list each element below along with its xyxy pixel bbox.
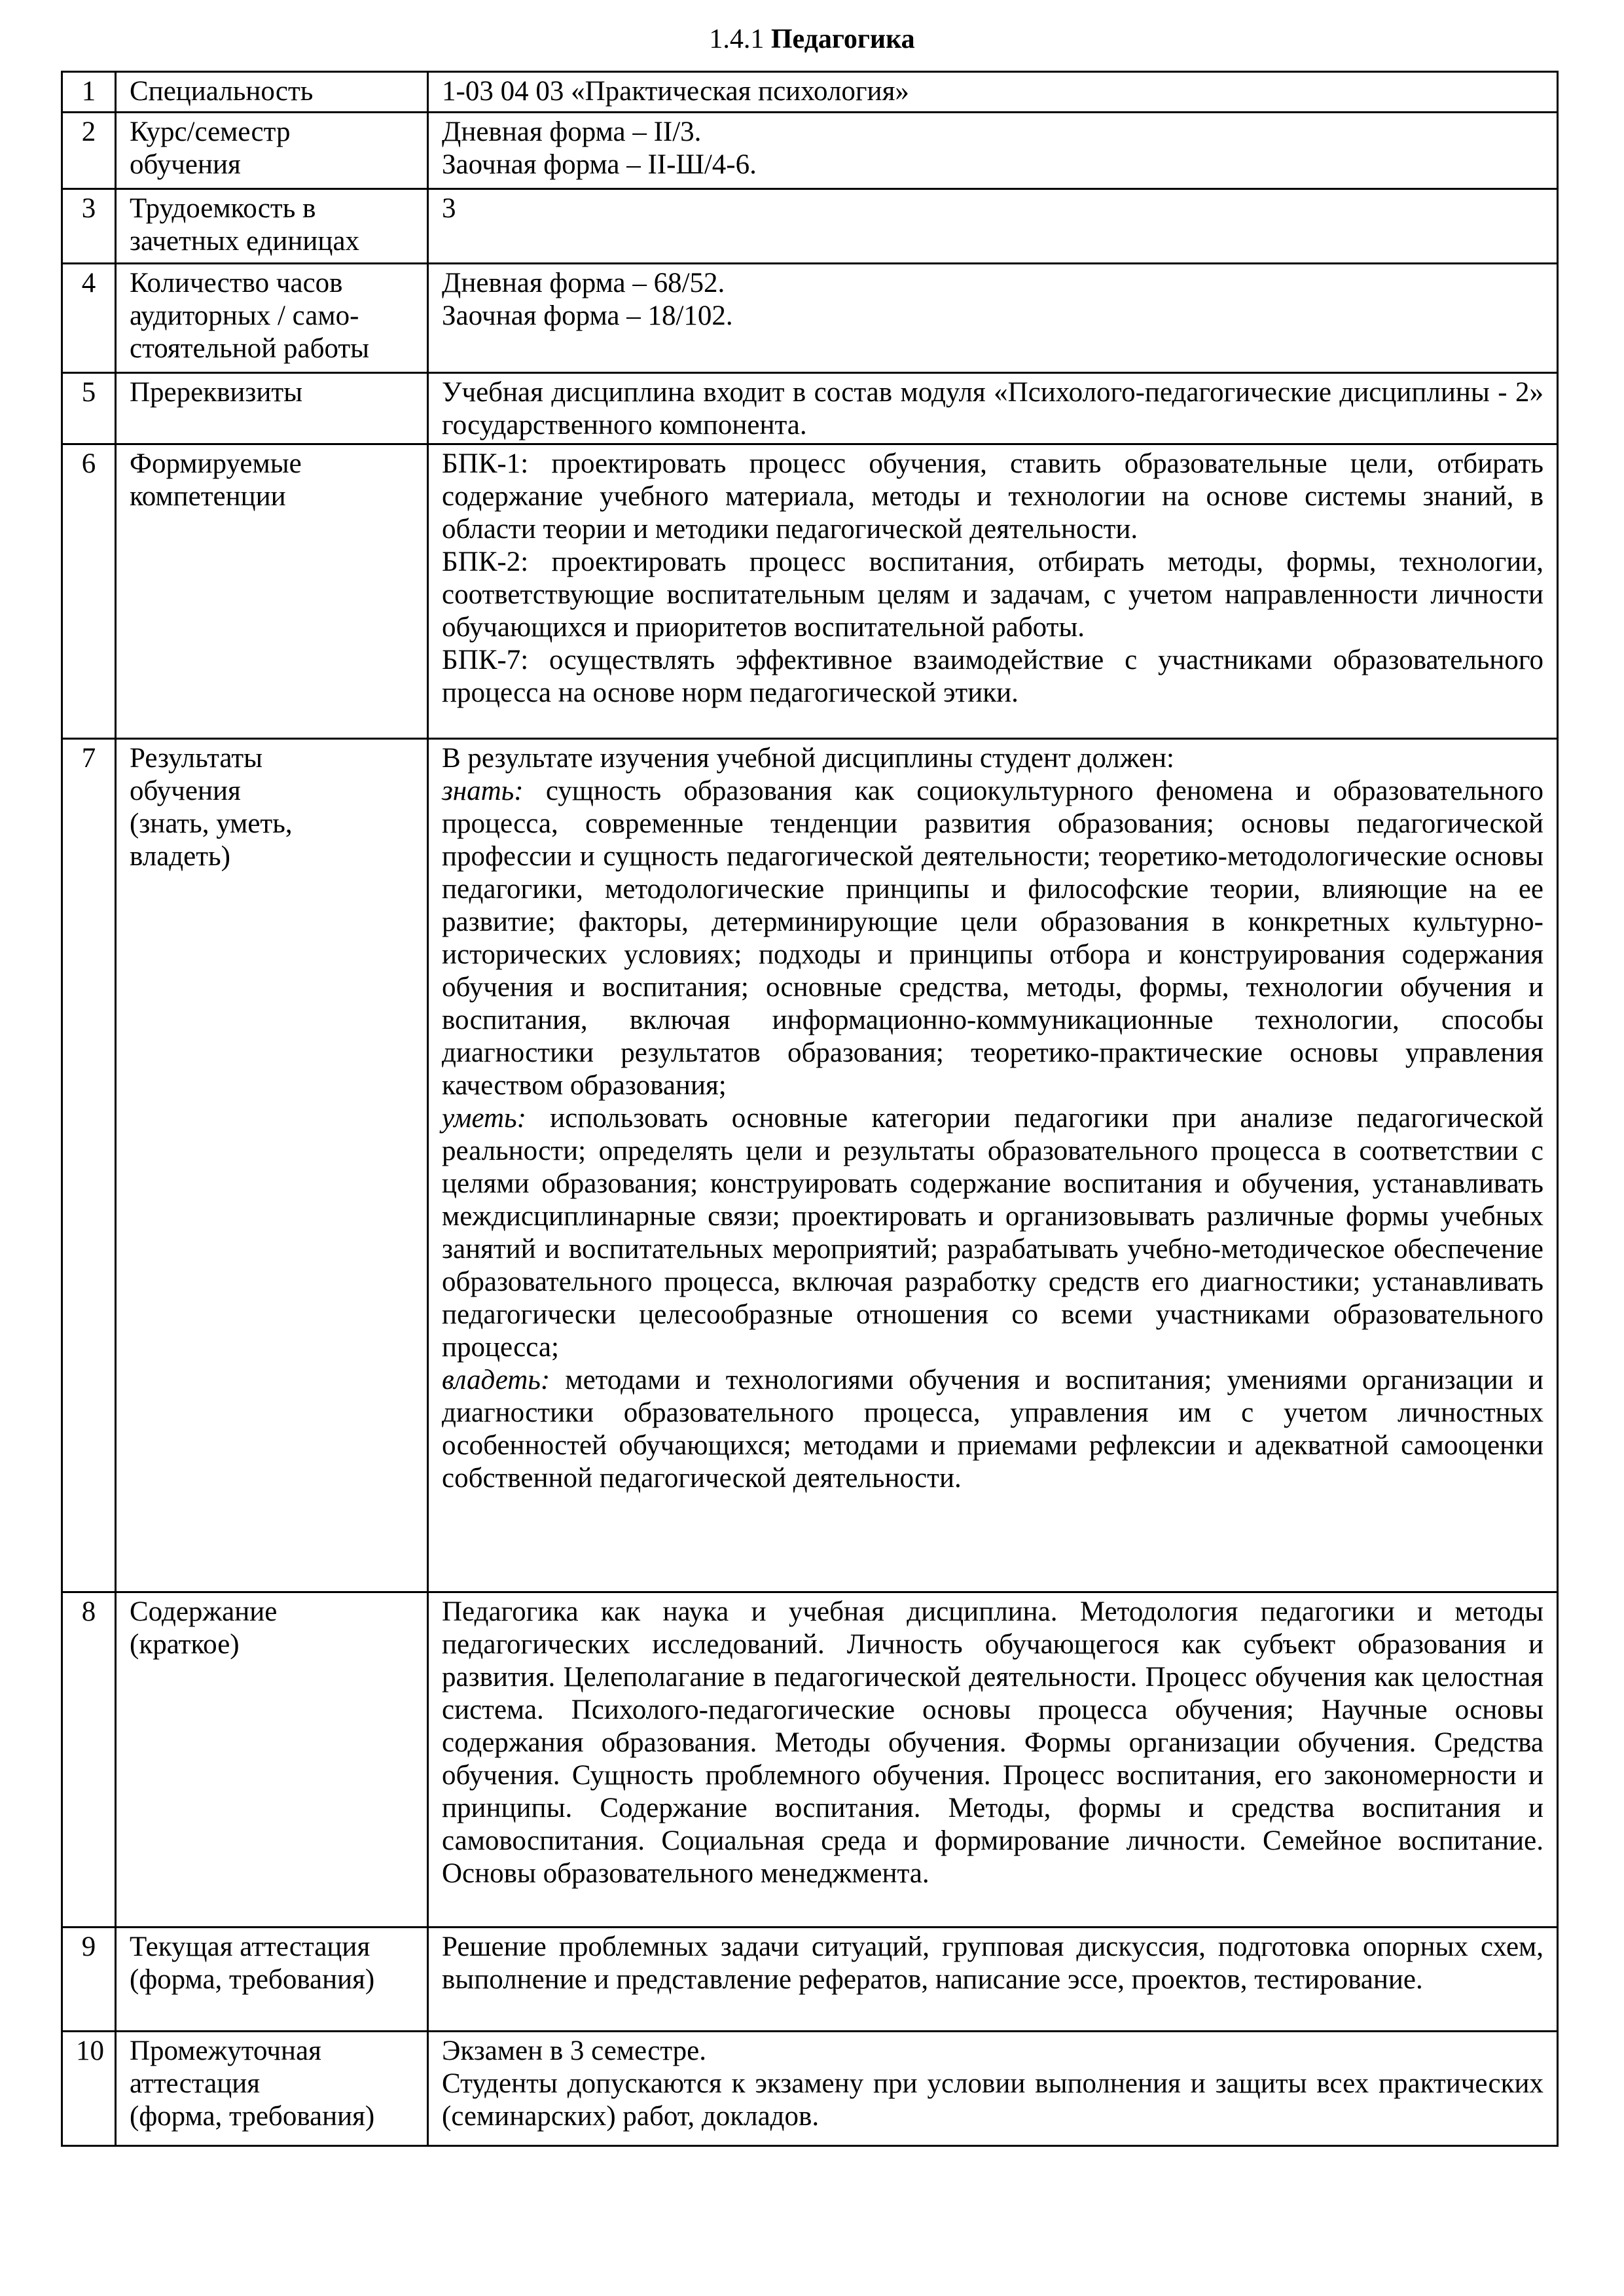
row-value-line: Студенты допускаются к экзамену при условии выполнения и защиты всех практических (семинарских) работ, докладов. <box>442 2068 1543 2132</box>
row-value-line: 3 <box>442 193 456 224</box>
row-number: 9 <box>62 1928 116 2032</box>
row-label-line: зачетных единицах <box>130 226 360 257</box>
results-can <box>442 1102 1543 1364</box>
keyword-can: уметь: <box>442 1103 526 1134</box>
row-value-line: Дневная форма – II/3. <box>442 117 702 147</box>
table-row <box>62 1592 1558 1928</box>
row-label <box>116 1592 428 1928</box>
row-number: 7 <box>62 739 116 1592</box>
row-label-line: Формируемые <box>130 448 302 479</box>
keyword-own: владеть: <box>442 1365 550 1395</box>
table-row <box>62 113 1558 189</box>
row-label <box>116 113 428 189</box>
row-label-line: владеть) <box>130 841 230 872</box>
row-value <box>428 373 1558 444</box>
row-number: 8 <box>62 1592 116 1928</box>
row-value <box>428 264 1558 373</box>
table-row <box>62 1928 1558 2032</box>
row-number: 5 <box>62 373 116 444</box>
row-number: 2 <box>62 113 116 189</box>
row-label-line: Текущая аттестация <box>130 1931 370 1962</box>
row-number: 6 <box>62 444 116 739</box>
row-value <box>428 72 1558 113</box>
text-can: использовать основные категории педагогики при анализе педагогической реальности; определять цели и результаты образовательного процесса в соответствии с целями образования; конструировать содержание воспитания и обучения, устанавливать междисциплинарные связи; проектировать и организовывать различные формы учебных занятий и воспитательных мероприятий; разрабатывать учебно-методическое обеспечение образовательного процесса, включая разработку средств его диагностики; устанавливать педагогически целесообразные отношения со всеми участниками образовательного процесса; <box>442 1103 1543 1363</box>
row-value-line: 1-03 04 03 «Практическая психология» <box>442 76 909 107</box>
row-label-line: Курс/семестр <box>130 117 291 147</box>
row-label <box>116 739 428 1592</box>
row-value-line: Дневная форма – 68/52. <box>442 268 725 298</box>
table-row <box>62 739 1558 1592</box>
row-label-line: (знать, уметь, <box>130 808 293 839</box>
page-title <box>0 20 1624 59</box>
competence-bpk7: БПК-7: осуществлять эффективное взаимодействие с участниками образовательного процесса на основе норм педагогической этики. <box>442 645 1543 708</box>
row-value-line: Педагогика как наука и учебная дисциплина. Методология педагогики и методы педагогических исследований. Личность обучающегося как субъект образования и развития. Целеполагание в педагогической деятельности. Процесс обучения как целостная система. Психолого-педагогические основы процесса обучения; Научные основы содержания образования. Методы обучения. Формы организации обучения. Средства обучения. Сущность проблемного обучения. Процесс воспитания, его закономерности и принципы. Содержание воспитания. Методы, формы и средства воспитания и самовоспитания. Социальная среда и формирование личности. Семейное воспитание. Основы образовательного менеджмента. <box>442 1596 1543 1889</box>
table-row <box>62 264 1558 373</box>
table-row <box>62 444 1558 739</box>
row-label-line: обучения <box>130 149 241 180</box>
row-value-line: Заочная форма – 18/102. <box>442 300 733 331</box>
row-value <box>428 1928 1558 2032</box>
row-label-line: аттестация <box>130 2068 261 2099</box>
row-label-line: обучения <box>130 776 241 806</box>
text-know: сущность образования как социокультурного феномена и образовательного процесса, современные тенденции развития образования; основы педагогической профессии и сущность педагогической деятельности; теоретико-методологические основы педагогики, методологические принципы и философские теории, влияющие на ее развитие; факторы, детерминирующие цели образования в конкретных культурно-исторических условиях; подходы и принципы отбора и конструирования содержания обучения и воспитания; основные средства, методы, формы, технологии обучения и воспитания, включая информационно-коммуникационные технологии, способы диагностики результатов образования; теоретико-практические основы управления качеством образования; <box>442 776 1543 1101</box>
row-value-line: Учебная дисциплина входит в состав модуля «Психолого-педагогические дисциплины - 2» государственного компонента. <box>442 377 1543 440</box>
row-label-line: Содержание <box>130 1596 278 1627</box>
row-value-line: Экзамен в 3 семестре. <box>442 2036 706 2066</box>
row-label-line: Промежуточная <box>130 2036 321 2066</box>
results-intro: В результате изучения учебной дисциплины студент должен: <box>442 743 1175 774</box>
row-label-line: Результаты <box>130 743 263 774</box>
competence-bpk2: БПК-2: проектировать процесс воспитания, отбирать методы, формы, технологии, соответствующие воспитательным целям и задачам, с учетом направленности личности обучающихся и приоритетов воспитательной работы. <box>442 547 1543 643</box>
row-label <box>116 444 428 739</box>
row-label-line: Количество часов <box>130 268 343 298</box>
row-value <box>428 1592 1558 1928</box>
row-value <box>428 2032 1558 2146</box>
row-number: 4 <box>62 264 116 373</box>
row-label-line: (форма, требования) <box>130 2101 375 2132</box>
title-bold: Педагогика <box>770 24 915 54</box>
results-own <box>442 1364 1543 1495</box>
row-label <box>116 1928 428 2032</box>
discipline-table <box>61 71 1559 2147</box>
row-value-line: Решение проблемных задачи ситуаций, групповая дискуссия, подготовка опорных схем, выполнение и представление рефератов, написание эссе, проектов, тестирование. <box>442 1931 1543 1995</box>
row-label <box>116 189 428 264</box>
table-row <box>62 72 1558 113</box>
row-label-line: Пререквизиты <box>130 377 303 408</box>
row-label <box>116 72 428 113</box>
keyword-know: знать: <box>442 776 524 806</box>
competence-bpk1: БПК-1: проектировать процесс обучения, ставить образовательные цели, отбирать содержание учебного материала, методы и технологии на основе системы знаний, в области теории и методики педагогической деятельности. <box>442 448 1543 545</box>
row-number: 10 <box>62 2032 116 2146</box>
row-label-line: Трудоемкость в <box>130 193 316 224</box>
text-own: методами и технологиями обучения и воспитания; умениями организации и диагностики образовательного процесса, управления им с учетом личностных особенностей обучающихся; методами и приемами рефлексии и адекватной самооценки собственной педагогической деятельности. <box>442 1365 1543 1494</box>
title-prefix: 1.4.1 <box>709 24 771 54</box>
row-value <box>428 113 1558 189</box>
results-know <box>442 775 1543 1102</box>
row-label-line: Специальность <box>130 76 314 107</box>
row-label-line: (форма, требования) <box>130 1964 375 1995</box>
row-value <box>428 189 1558 264</box>
row-value <box>428 444 1558 739</box>
row-label <box>116 2032 428 2146</box>
table-row <box>62 373 1558 444</box>
table-row <box>62 189 1558 264</box>
table-row <box>62 2032 1558 2146</box>
row-number: 3 <box>62 189 116 264</box>
row-number: 1 <box>62 72 116 113</box>
row-label-line: стоятельной работы <box>130 333 370 364</box>
row-label-line: (краткое) <box>130 1629 240 1660</box>
row-label <box>116 373 428 444</box>
row-value-line: Заочная форма – II-Ш/4-6. <box>442 149 757 180</box>
row-value <box>428 739 1558 1592</box>
row-label-line: компетенции <box>130 481 286 512</box>
row-label-line: аудиторных / само- <box>130 300 359 331</box>
row-label <box>116 264 428 373</box>
